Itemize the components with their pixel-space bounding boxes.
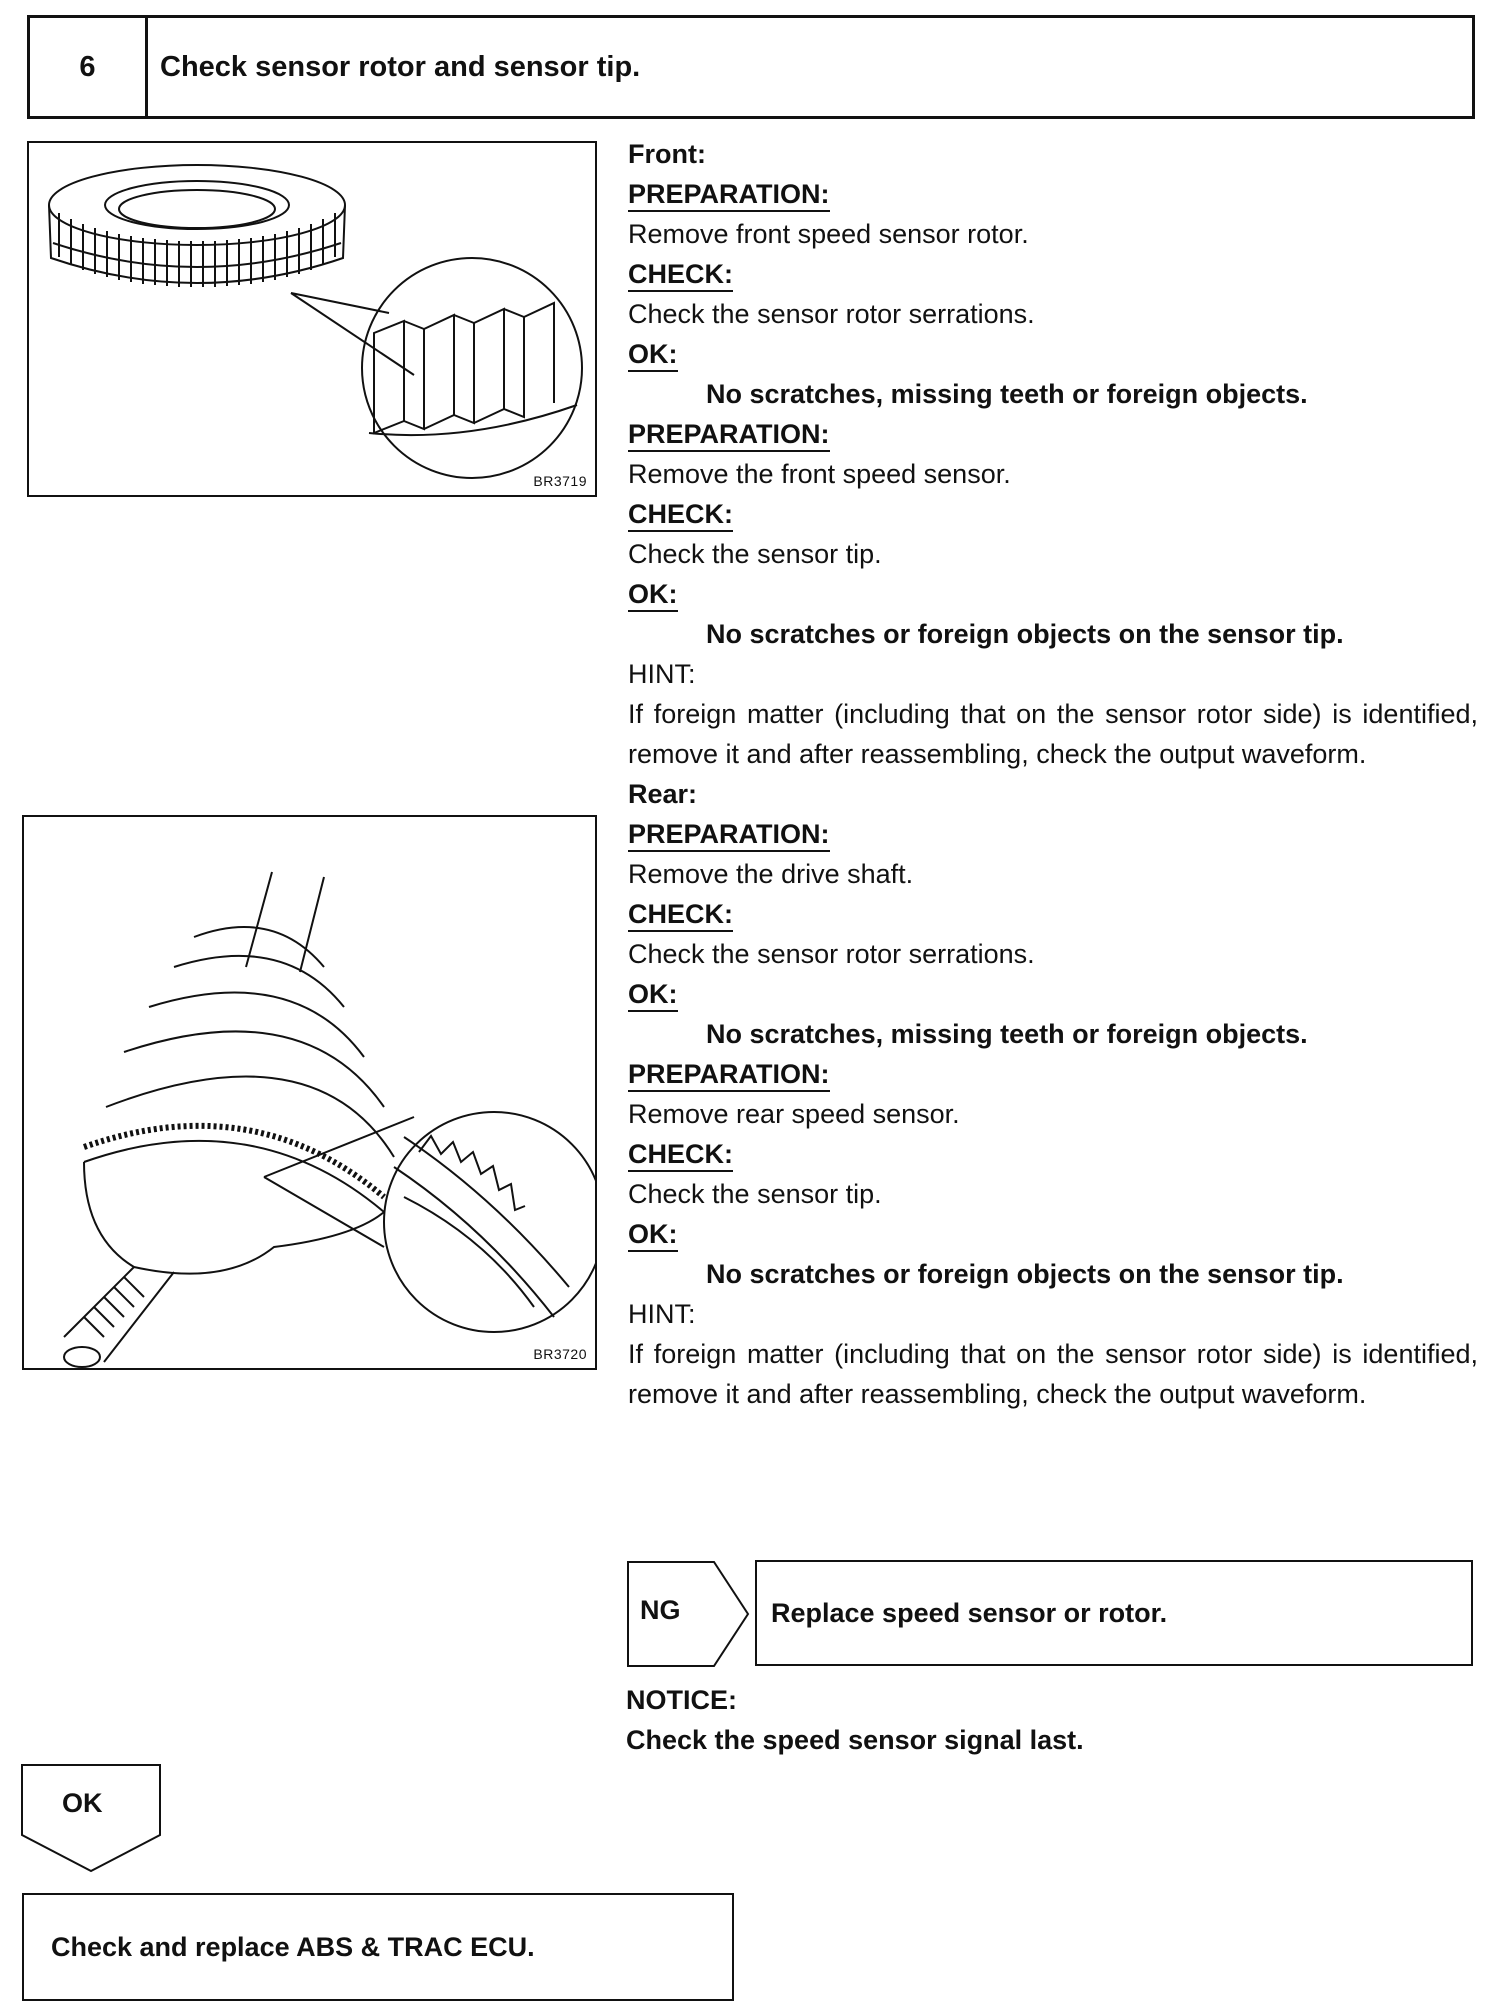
check-text: Check the sensor tip. bbox=[628, 1179, 882, 1209]
ok-label: OK: bbox=[628, 338, 678, 372]
ok-label: OK: bbox=[628, 978, 678, 1012]
notice bbox=[626, 1680, 1084, 1760]
ok-label: OK: bbox=[628, 578, 678, 612]
hint-text: If foreign matter (including that on the sensor rotor side) is identified, remove it and after reassembling, check the output waveform. bbox=[628, 699, 1478, 769]
notice-label: NOTICE: bbox=[626, 1685, 737, 1715]
check-text: Check the sensor tip. bbox=[628, 539, 882, 569]
hint-label: HINT: bbox=[628, 1299, 696, 1329]
figure-rear-drive-shaft bbox=[22, 815, 597, 1370]
ok-arrow-shape bbox=[20, 1763, 164, 1875]
check-label: CHECK: bbox=[628, 258, 733, 292]
preparation-label: PREPARATION: bbox=[628, 1058, 830, 1092]
ok-criteria: No scratches, missing teeth or foreign objects. bbox=[706, 379, 1308, 409]
check-label: CHECK: bbox=[628, 498, 733, 532]
procedure-text bbox=[628, 134, 1478, 1414]
preparation-label: PREPARATION: bbox=[628, 178, 830, 212]
check-label: CHECK: bbox=[628, 1138, 733, 1172]
preparation-text: Remove the front speed sensor. bbox=[628, 459, 1011, 489]
preparation-label: PREPARATION: bbox=[628, 418, 830, 452]
ok-criteria: No scratches, missing teeth or foreign objects. bbox=[706, 1019, 1308, 1049]
figure-code: BR3720 bbox=[533, 1346, 587, 1362]
rear-heading: Rear: bbox=[628, 779, 698, 809]
step-number: 6 bbox=[30, 18, 148, 116]
figure-front-sensor-rotor bbox=[27, 141, 597, 497]
check-label: CHECK: bbox=[628, 898, 733, 932]
check-text: Check the sensor rotor serrations. bbox=[628, 939, 1035, 969]
preparation-text: Remove rear speed sensor. bbox=[628, 1099, 960, 1129]
ok-criteria: No scratches or foreign objects on the sensor tip. bbox=[706, 619, 1344, 649]
check-text: Check the sensor rotor serrations. bbox=[628, 299, 1035, 329]
ok-flow-label: OK bbox=[62, 1788, 103, 1818]
ng-label: NG bbox=[640, 1595, 681, 1625]
step-header bbox=[27, 15, 1475, 119]
ok-label: OK: bbox=[628, 1218, 678, 1252]
ok-action-box: Check and replace ABS & TRAC ECU. bbox=[22, 1893, 734, 2001]
front-heading: Front: bbox=[628, 139, 706, 169]
preparation-label: PREPARATION: bbox=[628, 818, 830, 852]
ng-action-box: Replace speed sensor or rotor. bbox=[755, 1560, 1473, 1666]
front-sensor-rotor-illustration bbox=[29, 143, 595, 495]
hint-text: If foreign matter (including that on the sensor rotor side) is identified, remove it and after reassembling, check the output waveform. bbox=[628, 1339, 1478, 1409]
step-title: Check sensor rotor and sensor tip. bbox=[160, 50, 641, 83]
hint-label: HINT: bbox=[628, 659, 696, 689]
ok-criteria: No scratches or foreign objects on the sensor tip. bbox=[706, 1259, 1344, 1289]
preparation-text: Remove front speed sensor rotor. bbox=[628, 219, 1029, 249]
figure-code: BR3719 bbox=[533, 473, 587, 489]
notice-text: Check the speed sensor signal last. bbox=[626, 1725, 1084, 1755]
preparation-text: Remove the drive shaft. bbox=[628, 859, 914, 889]
rear-drive-shaft-illustration bbox=[24, 817, 595, 1368]
